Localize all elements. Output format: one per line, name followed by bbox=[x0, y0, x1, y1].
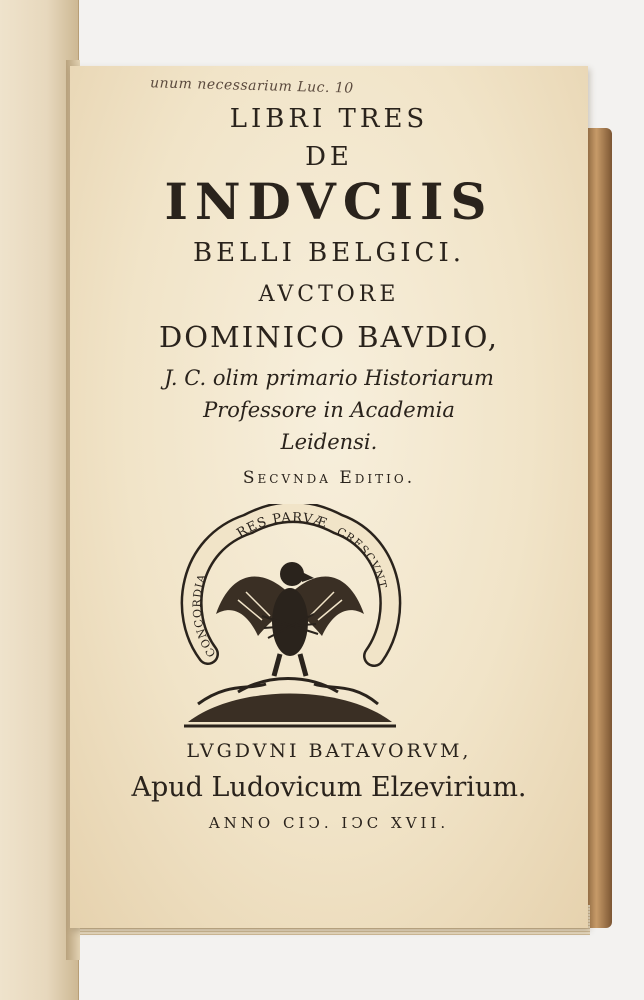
author-name: DOMINICO BAVDIO, bbox=[159, 320, 499, 354]
handwritten-inscription: unum necessarium Luc. 10 bbox=[149, 75, 354, 97]
leather-binding-edge bbox=[586, 128, 612, 928]
emblem-motto-top: RES PARVÆ bbox=[234, 510, 330, 542]
imprint-year: ANNO CIↃ. IↃC XVII. bbox=[208, 814, 450, 832]
eagle-printer-device-icon bbox=[178, 504, 402, 734]
author-title-line1: J. C. olim primario Historiarum bbox=[164, 366, 494, 390]
imprint-printer: Apud Ludovicum Elzevirium. bbox=[131, 772, 527, 803]
title-line-induciis: INDVCIIS bbox=[164, 172, 494, 231]
emblem-motto-left: CONCORDIA bbox=[190, 571, 219, 660]
author-title-line3: Leidensi. bbox=[280, 430, 378, 454]
edition-statement: Secvnda Editio. bbox=[242, 468, 416, 488]
title-page bbox=[70, 66, 588, 928]
author-title-line2: Professore in Academia bbox=[203, 398, 455, 422]
imprint-place: LVGDVNI BATAVORVM, bbox=[186, 740, 472, 762]
title-line-belli-belgici: BELLI BELGICI. bbox=[193, 238, 465, 268]
title-line-libri-tres: LIBRI TRES bbox=[229, 104, 429, 134]
emblem-motto-right: CRESCVNT bbox=[334, 524, 390, 591]
title-line-de: DE bbox=[305, 142, 353, 172]
author-label: AVCTORE bbox=[258, 282, 400, 307]
